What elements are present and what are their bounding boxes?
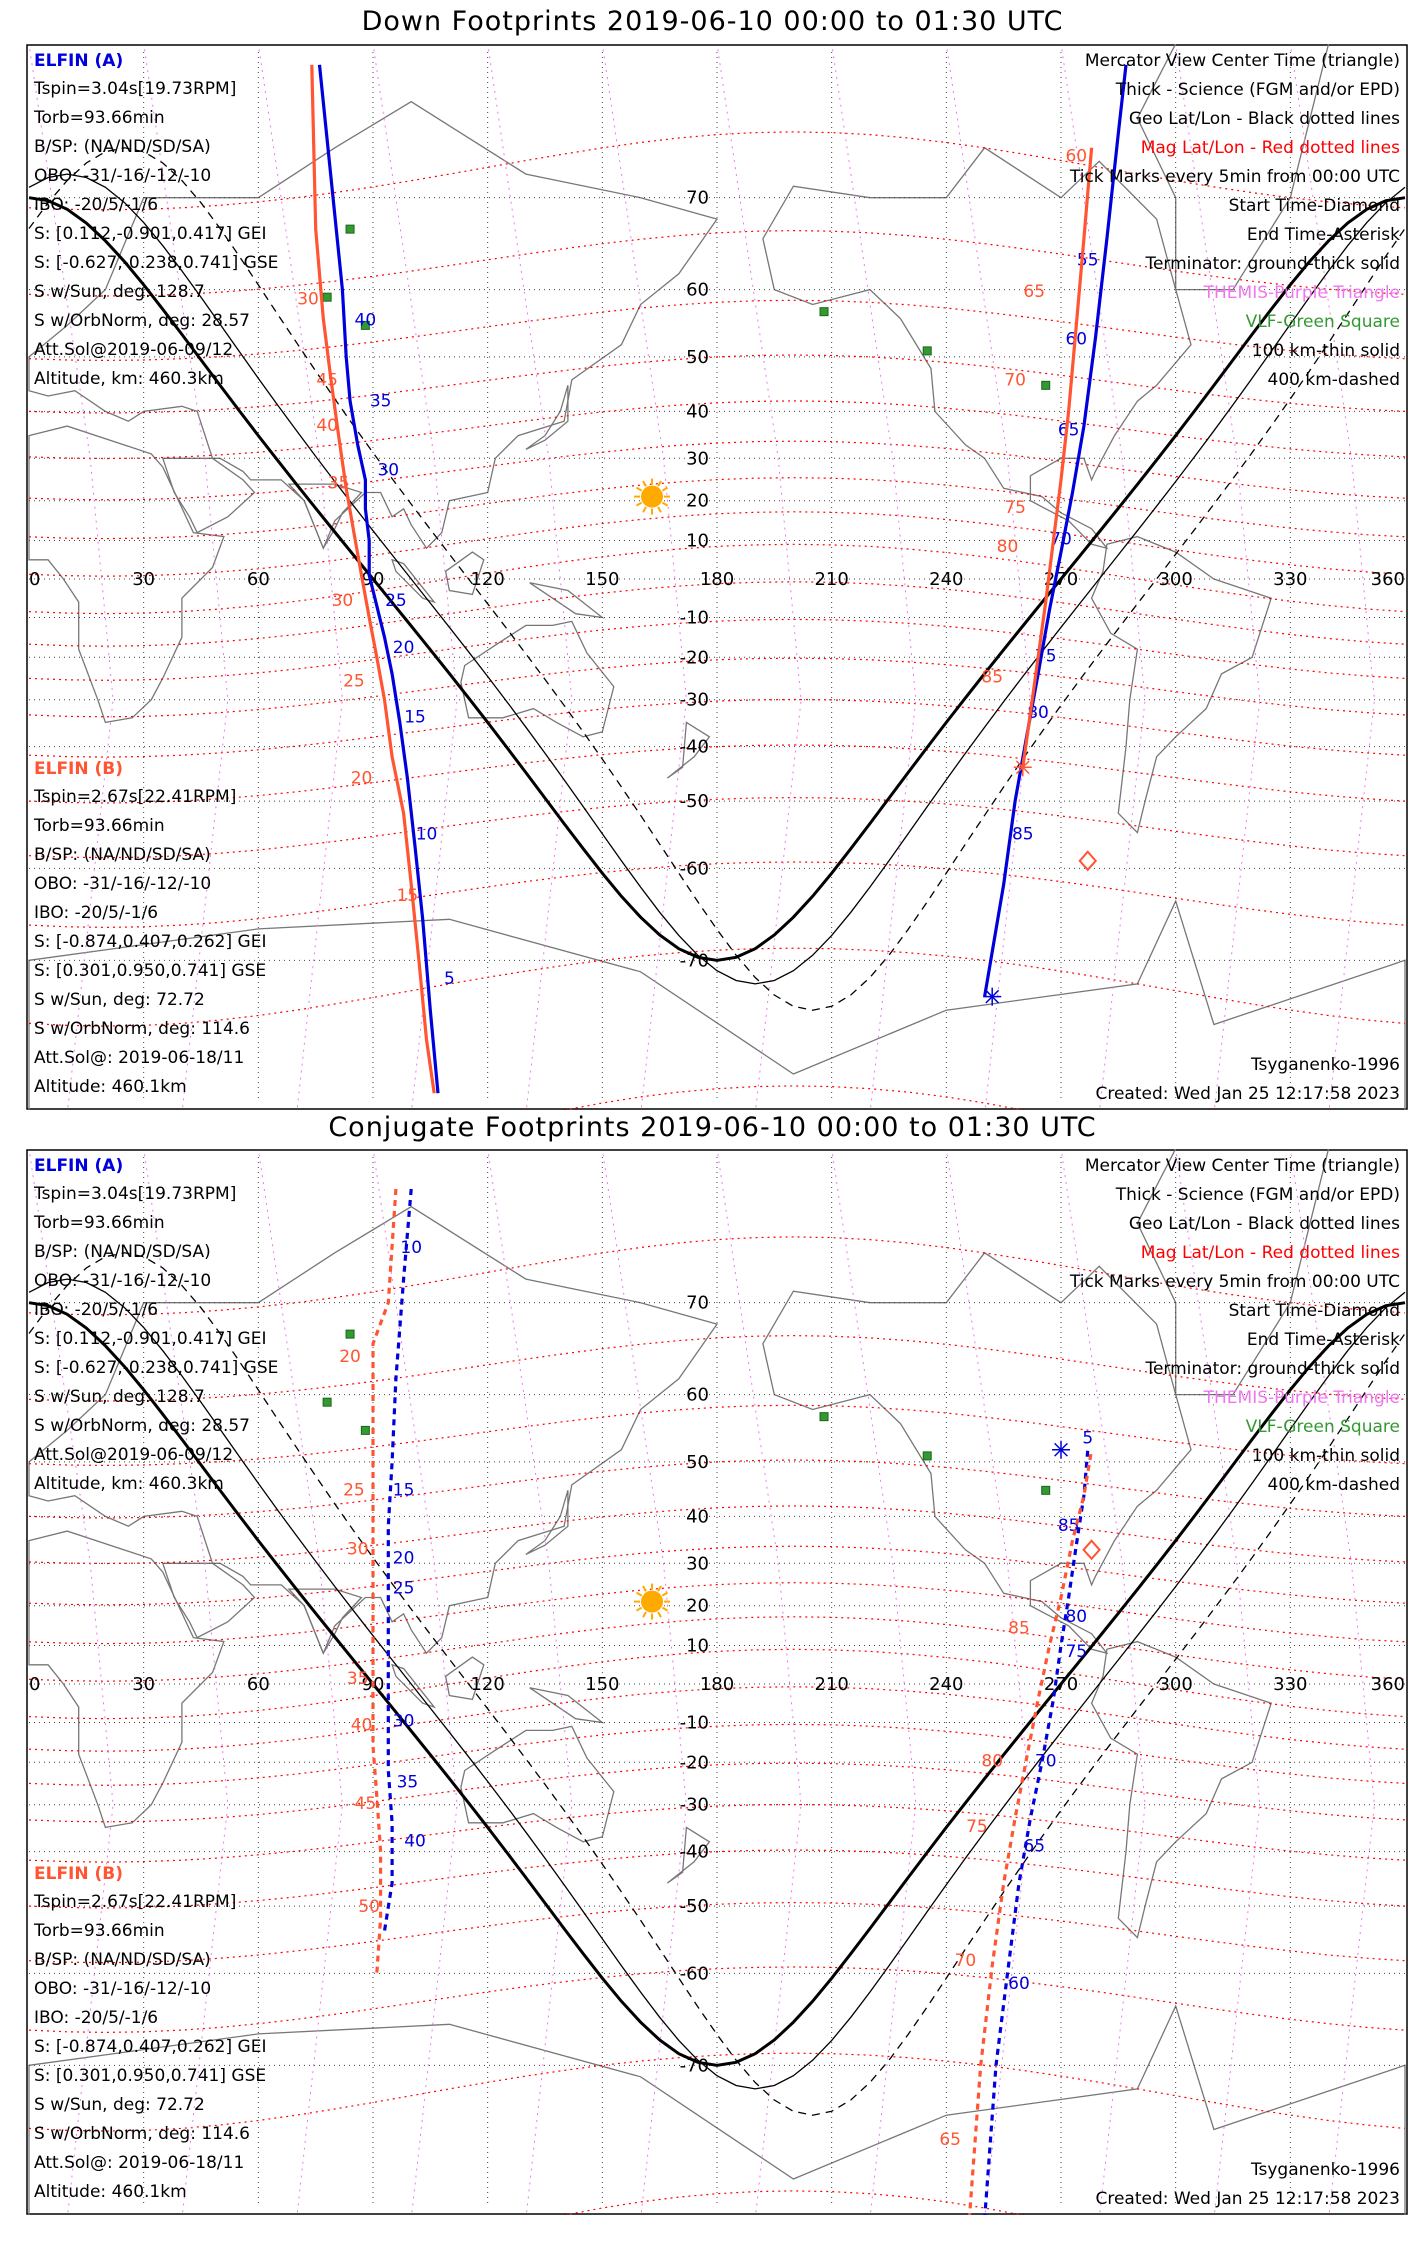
sun-ray [643, 1586, 646, 1591]
start-diamond-icon [1084, 1541, 1100, 1559]
track-time-label: 35 [396, 1772, 419, 1793]
track-time-label: 70 [1034, 1751, 1057, 1772]
legend-entry: Tick Marks every 5min from 00:00 UTC [1069, 1272, 1400, 1292]
legend-entry: Thick - Science (FGM and/or EPD) [1115, 1185, 1400, 1205]
continent-north-america [763, 148, 1191, 548]
sc-a-info-line: Altitude, km: 460.3km [34, 1474, 224, 1494]
x-tick-label: 240 [929, 1674, 964, 1695]
track-time-label: 65 [1023, 1836, 1046, 1857]
legend-entry: Thick - Science (FGM and/or EPD) [1115, 80, 1400, 100]
x-tick-label: 270 [1043, 569, 1079, 590]
legend-entry: 400 km-dashed [1267, 1475, 1400, 1495]
legend-entry: Mag Lat/Lon - Red dotted lines [1140, 138, 1400, 158]
spacecraft-info [33, 1156, 278, 2202]
sc-a-info-line: OBO: -31/-16/-12/-10 [34, 1271, 212, 1291]
x-tick-label: 120 [470, 569, 505, 590]
sun-ray [643, 507, 646, 512]
sc-b-name: ELFIN (B) [34, 1864, 124, 1884]
track-time-label: 80 [996, 537, 1019, 558]
track-time-label: 25 [392, 1578, 415, 1599]
x-tick-label: 240 [929, 569, 964, 590]
track-time-label: 70 [1004, 370, 1026, 391]
sc-b-info-line: S w/Sun, deg: 72.72 [34, 2095, 205, 2115]
sc-b-info-line: Tspin=2.67s[22.41RPM] [34, 787, 237, 807]
sun-ray [658, 507, 661, 512]
y-tick-label: 20 [686, 490, 709, 512]
continent-japan [526, 385, 568, 449]
x-tick-label: 210 [814, 569, 849, 590]
x-tick-label: 360 [1370, 569, 1405, 590]
sc-a-info-line: S: [0.112,-0.901,0.417] GEI [34, 224, 267, 244]
legend-entry: End Time-Asterisk [1246, 1330, 1400, 1350]
y-tick-label: -40 [679, 736, 709, 758]
legend-entry: THEMIS-Purple Triangle [1203, 283, 1400, 303]
track-markers [983, 758, 1096, 1005]
mag-latitude-line [29, 441, 1405, 500]
mag-latitude-line [29, 512, 1405, 576]
track-time-label: 25 [343, 1480, 365, 1501]
y-tick-label: 10 [686, 530, 709, 552]
track-time-label: 30 [392, 1711, 415, 1732]
track-time-label: 55 [1076, 250, 1099, 271]
track-time-label: 35 [327, 473, 350, 494]
sc-b-info-line: Torb=93.66min [34, 1921, 165, 1941]
continent-africa [29, 426, 224, 722]
track-time-label: 65 [939, 2129, 961, 2150]
sc-a-info-line: S: [0.112,-0.901,0.417] GEI [34, 1329, 267, 1349]
track-time-label: 75 [1004, 497, 1026, 518]
sc-b-name: ELFIN (B) [34, 759, 124, 779]
legend-entry: Tick Marks every 5min from 00:00 UTC [1069, 167, 1400, 187]
sc-b-info-line: S: [-0.874,0.407,0.262] GEI [34, 932, 267, 952]
track-time-label: 20 [339, 1346, 361, 1367]
track-time-label: 25 [343, 671, 365, 692]
sc-a-info-line: Torb=93.66min [34, 1213, 165, 1233]
legend-entry: Start Time-Diamond [1228, 1301, 1400, 1321]
mag-latitude-line [29, 619, 1405, 680]
sc-b-info-line: OBO: -31/-16/-12/-10 [34, 1979, 212, 1999]
legend-entry: Start Time-Diamond [1228, 196, 1400, 216]
track-time-label: 40 [354, 310, 377, 331]
axis-ticks [29, 1293, 1405, 2077]
mag-latitude-line [29, 1617, 1405, 1681]
track-time-label: 75 [1065, 1642, 1088, 1663]
y-tick-label: 70 [686, 1292, 709, 1314]
track-time-label: 80 [1027, 702, 1049, 723]
x-tick-label: 60 [246, 569, 270, 590]
sun-ray [662, 1593, 667, 1596]
x-tick-label: 120 [470, 1674, 505, 1695]
mag-latitude-line [29, 1583, 1405, 1644]
mag-latitude-line [29, 1546, 1405, 1605]
sc-b-info-line: S w/OrbNorm, deg: 114.6 [34, 1019, 251, 1039]
track-time-label: 30 [331, 590, 354, 611]
vlf-marker [923, 347, 931, 355]
track-time-label: 85 [1057, 1516, 1080, 1537]
y-tick-label: 70 [686, 187, 709, 209]
track-time-label: 65 [1023, 282, 1046, 303]
x-tick-label: 0 [29, 569, 41, 590]
sun-ray [662, 488, 667, 491]
x-tick-label: 30 [132, 1674, 156, 1695]
x-tick-label: 150 [585, 569, 620, 590]
x-tick-label: 330 [1273, 1674, 1308, 1695]
mag-latitude-line [29, 1724, 1405, 1785]
sc-a-info-line: B/SP: (NA/ND/SD/SA) [34, 137, 211, 157]
mag-meridian-line [258, 44, 342, 1110]
continent-north-america [763, 1253, 1191, 1653]
track-time-label: 45 [354, 1794, 377, 1815]
sc-a-info-line: Att.Sol@2019-06-09/12 [34, 340, 234, 360]
y-tick-label: -20 [679, 647, 709, 669]
track-time-label: 50 [358, 1897, 380, 1918]
legend-entry: Terminator: ground-thick solid [1145, 1359, 1400, 1379]
sun-disc [641, 1591, 663, 1613]
track-time-label: 15 [392, 1480, 415, 1501]
x-tick-label: 270 [1043, 1674, 1079, 1695]
legend-entry: 100 km-thin solid [1251, 1446, 1400, 1466]
sc-b-info-line: Tspin=2.67s[22.41RPM] [34, 1892, 237, 1912]
track-time-label: 20 [392, 1548, 415, 1569]
y-tick-label: 50 [686, 1451, 709, 1473]
legend-entry: Mercator View Center Time (triangle) [1084, 51, 1400, 71]
sc-b-info-line: Att.Sol@: 2019-06-18/11 [34, 2153, 245, 2173]
y-tick-label: -30 [679, 1794, 709, 1816]
legend-entry: VLF-Green Square [1245, 1417, 1400, 1437]
track-time-label: 40 [316, 415, 338, 436]
sc-b-info-line: S w/Sun, deg: 72.72 [34, 990, 205, 1010]
footprint-map-conjugate [26, 1149, 1408, 2215]
sc-b-info-line: S: [0.301,0.950,0.741] GSE [34, 2066, 267, 2086]
sun-ray [662, 503, 667, 506]
y-tick-label: 60 [686, 1384, 709, 1406]
y-tick-label: -70 [679, 950, 709, 972]
sun-ray [658, 1586, 661, 1591]
footprint-track [985, 1450, 1088, 2215]
sc-a-info-line: S w/OrbNorm, deg: 28.57 [34, 311, 251, 331]
track-time-label: 25 [385, 590, 407, 611]
y-tick-label: 20 [686, 1595, 709, 1617]
sun-disc [641, 486, 663, 508]
sun-ray [636, 488, 641, 491]
track-time-label: 85 [1008, 1618, 1030, 1639]
continent-africa [29, 1531, 224, 1827]
sc-a-info-line: B/SP: (NA/ND/SD/SA) [34, 1242, 211, 1262]
sc-a-info-line: IBO: -20/5/-1/6 [34, 195, 159, 215]
track-time-label: 5 [1082, 1428, 1094, 1449]
vlf-marker [820, 308, 828, 316]
start-diamond-icon [1080, 852, 1096, 870]
sc-b-info-line: Att.Sol@: 2019-06-18/11 [34, 1048, 245, 1068]
track-time-label: 10 [400, 1237, 423, 1258]
mag-latitude-line [29, 1687, 1405, 1751]
track-time-label: 80 [981, 1751, 1004, 1772]
sun-ray [658, 1612, 661, 1617]
track-time-label: 30 [297, 289, 319, 310]
sc-a-info-line: S: [-0.627,-0.238,0.741] GSE [34, 253, 279, 273]
y-tick-label: 30 [686, 448, 709, 470]
y-tick-label: -20 [679, 1752, 709, 1774]
vlf-marker [361, 1426, 369, 1434]
sun-ray [643, 481, 646, 486]
model-label: Tsyganenko-1996 [1250, 1055, 1400, 1075]
sc-a-info-line: OBO: -31/-16/-12/-10 [34, 166, 212, 186]
vlf-marker [1042, 381, 1050, 389]
track-time-label: 70 [954, 1950, 977, 1971]
sun-icon [634, 479, 670, 515]
legend-entry: End Time-Asterisk [1246, 225, 1400, 245]
sc-b-info-line: S w/OrbNorm, deg: 114.6 [34, 2124, 251, 2144]
track-time-label: 75 [966, 1817, 988, 1838]
vlf-marker [323, 293, 331, 301]
sc-b-info-line: B/SP: (NA/ND/SD/SA) [34, 1950, 211, 1970]
sc-b-info-line: S: [0.301,0.950,0.741] GSE [34, 961, 267, 981]
x-tick-label: 0 [29, 1674, 41, 1695]
sc-b-info-line: OBO: -31/-16/-12/-10 [34, 874, 212, 894]
sc-a-info-line: Att.Sol@2019-06-09/12 [34, 1445, 234, 1465]
y-tick-label: -10 [679, 607, 709, 629]
track-time-label: 30 [346, 1539, 369, 1560]
sun-ray [658, 481, 661, 486]
x-tick-label: 330 [1273, 569, 1308, 590]
track-time-label: 85 [1011, 824, 1034, 845]
y-tick-label: -60 [679, 858, 709, 880]
sc-a-info-line: Tspin=3.04s[19.73RPM] [34, 1184, 237, 1204]
track-time-label: 20 [350, 768, 373, 789]
sun-ray [636, 1593, 641, 1596]
track-time-label: 35 [369, 391, 392, 412]
x-tick-label: 180 [699, 569, 735, 590]
y-tick-label: -50 [679, 1896, 709, 1918]
x-tick-label: 150 [585, 1674, 620, 1695]
vlf-marker [346, 225, 354, 233]
continent-japan [526, 1490, 568, 1554]
mag-latitude-line [29, 582, 1405, 646]
track-time-label: 45 [316, 370, 338, 391]
legend-entry: Mercator View Center Time (triangle) [1084, 1156, 1400, 1176]
sc-b-info-line: IBO: -20/5/-1/6 [34, 2008, 159, 2028]
mag-latitude-line [29, 1506, 1405, 1564]
sun-ray [643, 1612, 646, 1617]
sun-ray [636, 1608, 641, 1611]
sc-a-info-line: IBO: -20/5/-1/6 [34, 1300, 159, 1320]
mag-latitude-line [29, 478, 1405, 539]
track-time-label: 15 [396, 886, 419, 907]
legend-entry: Mag Lat/Lon - Red dotted lines [1140, 1243, 1400, 1263]
sc-b-info-line: Torb=93.66min [34, 816, 165, 836]
panel-title-conjugate: Conjugate Footprints 2019-06-10 00:00 to 01:30 UTC [328, 1112, 1097, 1143]
sc-a-name: ELFIN (A) [34, 1156, 124, 1176]
sc-a-info-line: Torb=93.66min [34, 108, 165, 128]
x-tick-label: 90 [361, 1674, 385, 1695]
sc-a-info-line: S w/OrbNorm, deg: 28.57 [34, 1416, 251, 1436]
created-timestamp: Created: Wed Jan 25 12:17:58 2023 [1095, 1084, 1400, 1104]
y-tick-label: 40 [686, 1506, 709, 1528]
x-tick-label: 30 [132, 569, 156, 590]
track-time-label: 60 [1065, 329, 1088, 350]
x-tick-label: 210 [814, 1674, 849, 1695]
y-tick-label: 30 [686, 1553, 709, 1575]
track-time-label: 85 [981, 667, 1004, 688]
track-time-label: 70 [1050, 529, 1072, 550]
sc-b-info-line: B/SP: (NA/ND/SD/SA) [34, 845, 211, 865]
y-tick-label: -30 [679, 689, 709, 711]
sun-icon [634, 1584, 670, 1620]
footprint-tracks [339, 1189, 1093, 2215]
sc-b-info-line: Altitude: 460.1km [34, 1077, 187, 1097]
sun-ray [662, 1608, 667, 1611]
model-label: Tsyganenko-1996 [1250, 2160, 1400, 2180]
vlf-marker [346, 1330, 354, 1338]
y-tick-label: 40 [686, 401, 709, 423]
track-time-label: 40 [404, 1831, 426, 1852]
created-timestamp: Created: Wed Jan 25 12:17:58 2023 [1095, 2189, 1400, 2209]
track-time-label: 35 [346, 1669, 369, 1689]
legend-entry: VLF-Green Square [1245, 312, 1400, 332]
y-tick-label: -50 [679, 791, 709, 813]
x-tick-label: 180 [699, 1674, 735, 1695]
mag-latitude-line [29, 1805, 1405, 1863]
vlf-marker [323, 1398, 331, 1406]
legend-entry: THEMIS-Purple Triangle [1203, 1388, 1400, 1408]
sc-a-info-line: S w/Sun, deg: 128.7 [34, 1387, 205, 1407]
sc-b-info-line: IBO: -20/5/-1/6 [34, 903, 159, 923]
track-time-label: 80 [1065, 1606, 1088, 1627]
panel-title-down: Down Footprints 2019-06-10 00:00 to 01:30 UTC [361, 6, 1064, 37]
vlf-marker [1042, 1486, 1050, 1494]
sc-a-info-line: S w/Sun, deg: 128.7 [34, 282, 205, 302]
track-time-label: 60 [1008, 1974, 1030, 1995]
track-time-label: 20 [392, 638, 415, 659]
mag-latitude-line [29, 401, 1405, 459]
x-tick-label: 90 [361, 569, 385, 590]
legend-entry: Geo Lat/Lon - Black dotted lines [1128, 1214, 1400, 1234]
y-tick-label: -60 [679, 1963, 709, 1985]
mag-meridian-line [258, 1149, 342, 2215]
track-time-label: 15 [404, 707, 426, 728]
sc-b-info-line: Altitude: 460.1km [34, 2182, 187, 2202]
sc-a-info-line: S: [-0.627,-0.238,0.741] GSE [34, 1358, 279, 1378]
x-tick-label: 300 [1158, 1674, 1193, 1695]
footprint-track [1023, 148, 1092, 768]
spacecraft-info [33, 51, 278, 1097]
sun-ray [636, 503, 641, 506]
footprint-map-down [26, 44, 1408, 1110]
x-tick-label: 300 [1158, 569, 1193, 590]
y-tick-label: 10 [686, 1635, 709, 1657]
x-tick-label: 360 [1370, 1674, 1405, 1695]
y-tick-label: 50 [686, 346, 709, 368]
legend-entry: Terminator: ground-thick solid [1145, 254, 1400, 274]
track-time-label: 30 [377, 460, 400, 481]
track-time-label: 60 [1065, 146, 1088, 167]
vlf-marker [923, 1452, 931, 1460]
legend-entry: 100 km-thin solid [1251, 341, 1400, 361]
x-tick-label: 60 [246, 1674, 270, 1695]
vlf-marker [820, 1413, 828, 1421]
y-tick-label: -10 [679, 1712, 709, 1734]
sc-a-info-line: Altitude, km: 460.3km [34, 369, 224, 389]
continent-india-sea [289, 1589, 362, 1653]
track-time-label: 10 [415, 824, 438, 845]
sc-a-name: ELFIN (A) [34, 51, 124, 71]
sc-b-info-line: S: [-0.874,0.407,0.262] GEI [34, 2037, 267, 2057]
legend-entry: 400 km-dashed [1267, 370, 1400, 390]
track-time-label: 75 [1034, 646, 1057, 667]
track-time-label: 65 [1057, 420, 1080, 441]
track-time-label: 40 [350, 1715, 373, 1736]
mag-latitude-line [29, 700, 1405, 758]
y-tick-label: -70 [679, 2055, 709, 2077]
legend-entry: Geo Lat/Lon - Black dotted lines [1128, 109, 1400, 129]
y-tick-label: 60 [686, 279, 709, 301]
axis-ticks [29, 188, 1405, 972]
y-tick-label: -40 [679, 1841, 709, 1863]
track-time-label: 5 [444, 968, 455, 989]
sc-a-info-line: Tspin=3.04s[19.73RPM] [34, 79, 237, 99]
